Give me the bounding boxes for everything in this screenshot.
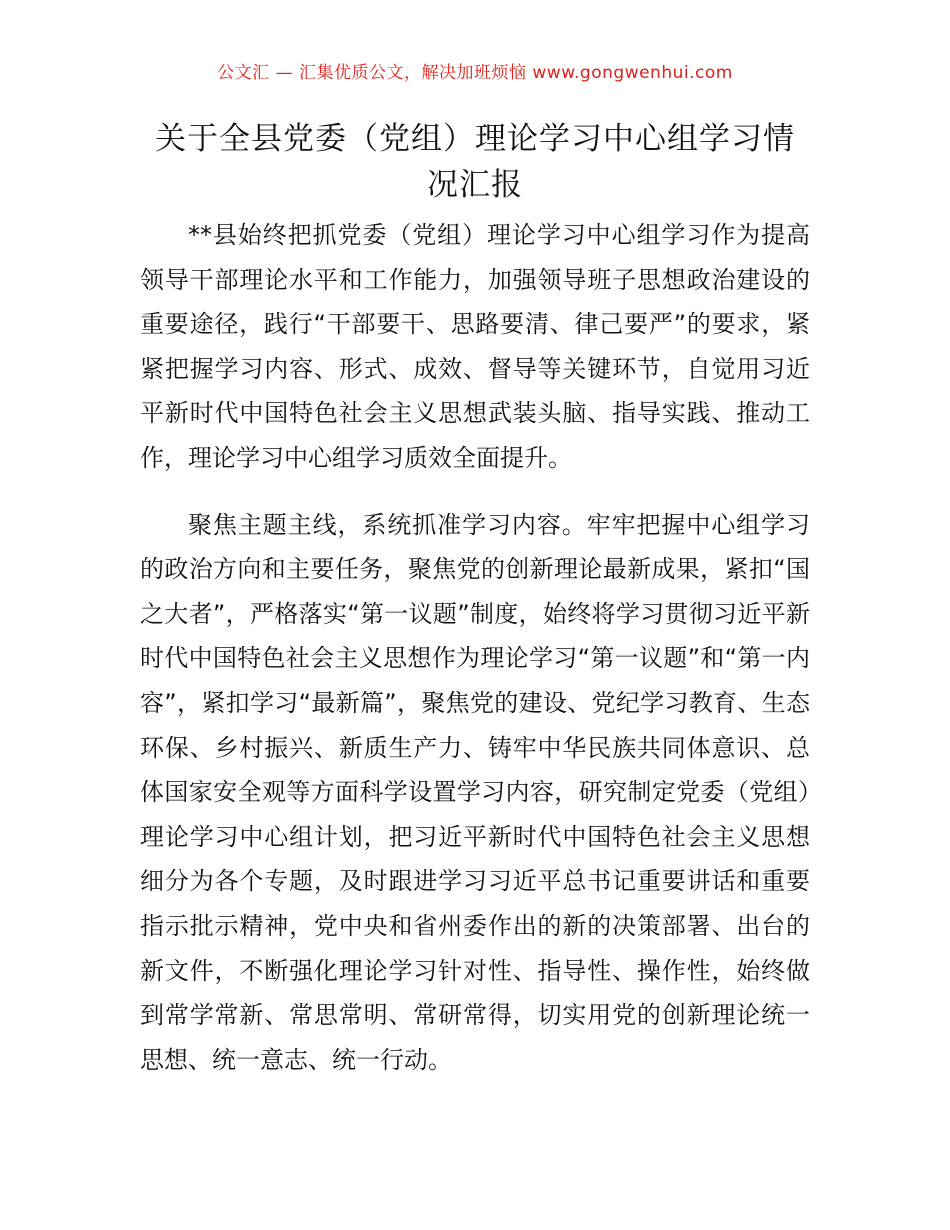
paragraph-intro: **县始终把抓党委（党组）理论学习中心组学习作为提高领导干部理论水平和工作能力，加强领导班子思想政治建设的重要途径，践行“干部要干、思路要清、律己要严”的要求，紧紧把握学习内容、形式、成效、督导等关键环节，自觉用习近平新时代中国特色社会主义思想武装头脑、指导实践、推动工作，理论学习中心组学习质效全面提升。: [140, 221, 810, 472]
document-title: 关于全县党委（党组）理论学习中心组学习情况汇报: [155, 121, 795, 203]
paragraph-learning-content: 聚焦主题主线，系统抓准学习内容。牢牢把握中心组学习的政治方向和主要任务，聚焦党的创新理论最新成果，紧扣“国之大者”，严格落实“第一议题”制度，始终将学习贯彻习近平新时代中国特色社会主义思想作为理论学习“第一议题”和“第一内容”，紧扣学习“最新篇”，聚焦党的建设、党纪学习教育、生态环保、乡村振兴、新质生产力、铸牢中华民族共同体意识、总体国家安全观等方面科学设置学习内容，研究制定党委（党组）理论学习中心组计划，把习近平新时代中国特色社会主义思想细分为各个专题，及时跟进学习习近平总书记重要讲话和重要指示批示精神，党中央和省州委作出的新的决策部署、出台的新文件，不断强化理论学习针对性、指导性、操作性，始终做到常学常新、常思常明、常研常得，切实用党的创新理论统一思想、统一意志、统一行动。: [140, 510, 810, 1074]
document-body: [140, 213, 810, 1104]
header-banner: 公文汇 — 汇集优质公文，解决加班烦恼 www.gongwenhui.com: [217, 63, 733, 83]
